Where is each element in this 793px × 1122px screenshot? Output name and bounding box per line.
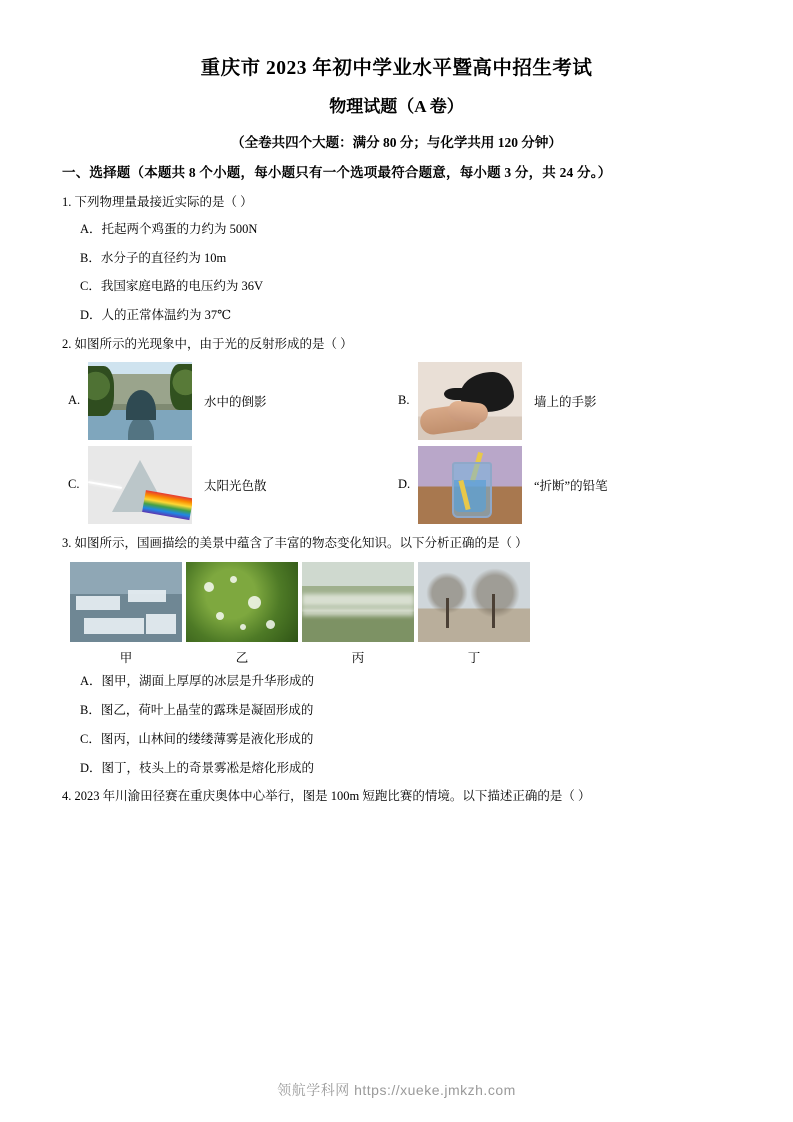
question-3-option-a: A．图甲，湖面上厚厚的冰层是升华形成的 (80, 674, 315, 689)
question-3-caption-1: 甲 (119, 651, 133, 666)
exam-note: （全卷共四个大题：满分 80 分；与化学共用 120 分钟） (231, 135, 562, 150)
forest-mist-photo (302, 562, 414, 642)
question-2-choice-d (398, 446, 728, 524)
question-1-stem: 1. 下列物理量最接近实际的是（ ） (62, 195, 253, 209)
question-3-caption-2: 乙 (235, 651, 249, 666)
question-3-option-d: D．图丁，枝头上的奇景雾凇是熔化形成的 (80, 760, 315, 775)
hand-shadow-photo (418, 362, 522, 440)
question-4-stem: 4. 2023 年川渝田径赛在重庆奥体中心举行，图是 100m 短跑比赛的情境。以下描述正确的是（ ） (62, 789, 591, 804)
page-title: 重庆市 2023 年初中学业水平暨高中招生考试 (200, 58, 593, 79)
question-3-option-c: C．图丙，山林间的缕缕薄雾是液化形成的 (80, 731, 314, 746)
pencil-refraction-photo (418, 446, 522, 524)
bridge-reflection-photo (88, 362, 192, 440)
question-1-option-a: A．托起两个鸡蛋的力约为 500N (80, 221, 258, 236)
question-2-caption-d: “折断”的铅笔 (534, 478, 608, 493)
question-2-choice-a (68, 362, 398, 440)
lotus-leaf-dew-photo (186, 562, 298, 642)
question-2-choice-c (68, 446, 398, 524)
question-3-option-b: B．图乙，荷叶上晶莹的露珠是凝固形成的 (80, 703, 314, 717)
question-3-stem: 3. 如图所示，国画描绘的美景中蕴含了丰富的物态变化知识。以下分析正确的是（ ） (62, 535, 528, 550)
question-2-label-a: A. (68, 393, 81, 407)
question-3-caption-3: 丙 (351, 651, 365, 666)
question-2-stem: 2. 如图所示的光现象中，由于光的反射形成的是（ ） (62, 336, 353, 351)
question-2-caption-a: 水中的倒影 (204, 394, 267, 409)
question-3-figure-strip (70, 562, 731, 642)
question-2-choice-grid (68, 362, 731, 524)
question-2-label-d: D. (398, 477, 411, 491)
question-1-option-b: B．水分子的直径约为 10m (80, 250, 227, 265)
question-3-figure-captions (70, 648, 731, 666)
question-1-option-c: C．我国家庭电路的电压约为 36V (80, 279, 263, 294)
frost-tree-photo (418, 562, 530, 642)
section-heading-choice: 一、选择题（本题共 8 个小题，每小题只有一个选项最符合题意，每小题 3 分，共 24 分。） (62, 165, 612, 180)
lake-ice-photo (70, 562, 182, 642)
prism-dispersion-photo (88, 446, 192, 524)
question-1-option-d: D．人的正常体温约为 37℃ (80, 308, 232, 322)
question-2-label-b: B. (398, 393, 410, 407)
question-2-label-c: C. (68, 477, 80, 491)
question-2-choice-b (398, 362, 728, 440)
watermark: 领航学科网 https://xueke.jmkzh.com (277, 1082, 516, 1098)
question-2-caption-c: 太阳光色散 (204, 478, 267, 493)
question-3-caption-4: 丁 (467, 651, 481, 666)
question-2-caption-b: 墙上的手影 (534, 394, 597, 409)
page-subtitle: 物理试题（A 卷） (329, 97, 464, 116)
